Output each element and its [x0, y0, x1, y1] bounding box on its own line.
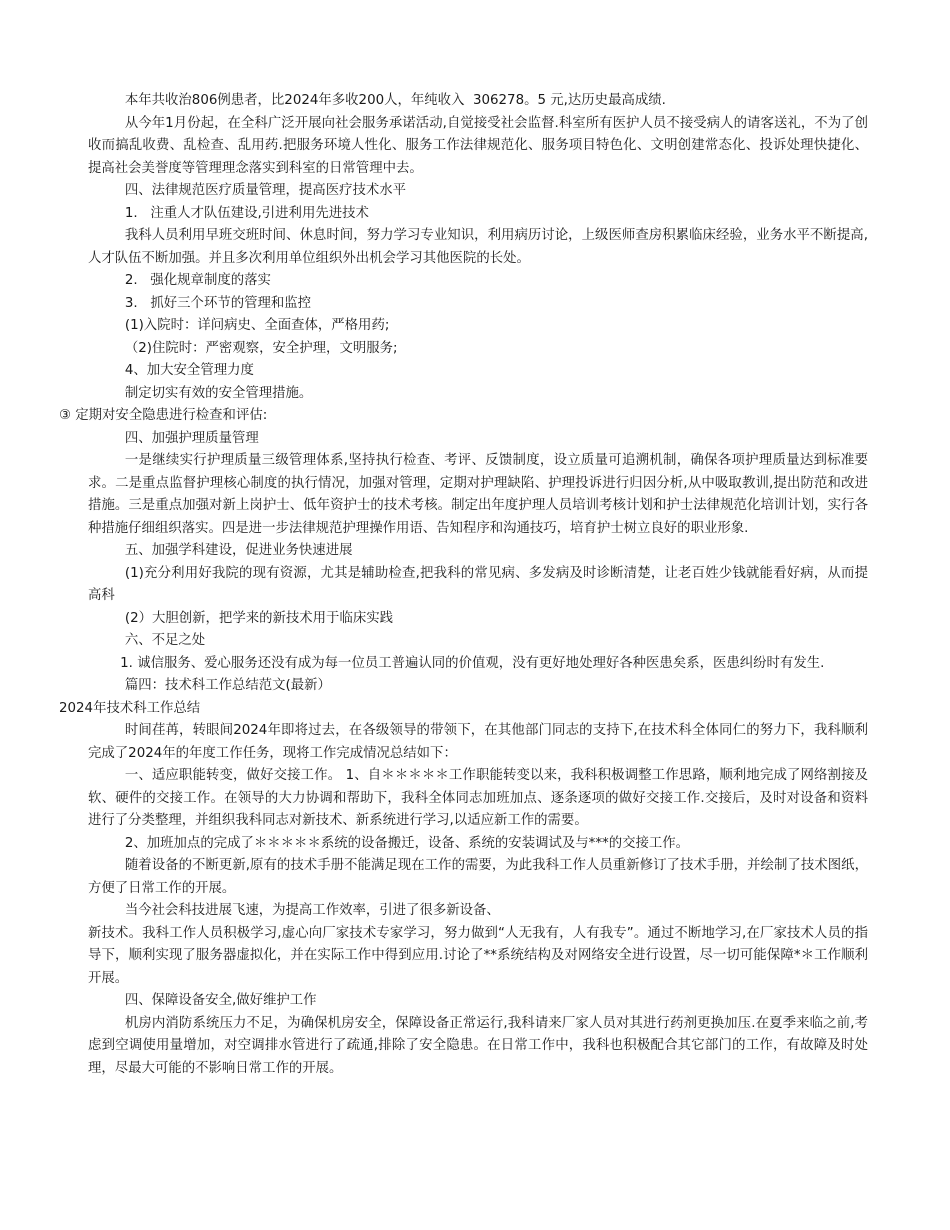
heading-equipment-safety: 四、保障设备安全,做好维护工作	[124, 993, 317, 1008]
paragraph-handover: 一、适应职能转变，做好交接工作。 1、自＊＊＊＊＊工作职能转变以来，我科积极调整工作思路，顺利地完成了网络割接及软、硬件的交接工作。在领导的大力协调和帮助下，我科全体同志加班加点、逐条逐项的做好交接工作.交接后，及时对设备和资料进行了分类整理，并组织我科同志对新技术、新系统进行学习,以适应新工作的需要。	[88, 768, 868, 828]
list-item-rules: 2. 强化规章制度的落实	[124, 273, 271, 288]
list-item-safety: 4、加大安全管理力度	[124, 363, 254, 378]
paragraph-manual: 随着设备的不断更新,原有的技术手册不能满足现在工作的需要，为此我科工作人员重新修订了技术手册，并绘制了技术图纸，方便了日常工作的开展。	[88, 858, 868, 896]
paragraph-intro: 时间荏苒，转眼间2024年即将过去，在各级领导的带领下，在其他部门同志的支持下,在技术科全体同仁的努力下，我科顺利完成了2024年的年度工作任务，现将工作完成情况总结如下：	[88, 723, 868, 761]
document-body	[59, 90, 868, 1080]
list-item-resources: (1)充分利用好我院的现有资源，尤其是辅助检查,把我科的常见病、多发病及时诊断清楚，让老百姓少钱就能看好病，从而提高科	[88, 565, 868, 603]
heading-medical-quality: 四、法律规范医疗质量管理，提高医疗技术水平	[124, 183, 407, 198]
heading-part-four: 篇四：技术科工作总结范文(最新）	[124, 678, 331, 693]
heading-nursing-quality: 四、加强护理质量管理	[124, 430, 259, 446]
list-item-admission: (1)入院时：详问病史、全面查体，严格用药;	[124, 318, 390, 333]
paragraph-new-equipment: 当今社会科技进展飞速，为提高工作效率，引进了很多新设备、	[124, 903, 500, 918]
heading-discipline-building: 五、加强学科建设，促进业务快速进展	[124, 543, 353, 558]
heading-shortcomings: 六、不足之处	[124, 633, 206, 648]
paragraph-new-technology: 新技术。我科工作人员积极学习,虚心向厂家技术专家学习，努力做到“人无我有，人有我专”。通过不断地学习,在厂家技术人员的指导下，顺利实现了服务器虚拟化，并在实际工作中得到应用.讨论了**系统结构及对网络安全进行设置，尽一切可能保障*＊工作顺利开展。	[88, 925, 868, 986]
paragraph-nursing-management: 一是继续实行护理质量三级管理体系,坚持执行检查、考评、反馈制度，设立质量可追溯机制，确保各项护理质量达到标准要求。二是重点监督护理核心制度的执行情况，加强对管理，定期对护理缺陷、护理投诉进行归因分析,从中吸取教训,提出防范和改进措施。三是重点加强对新上岗护士、低年资护士的技术考核。制定出年度护理人员培训考核计划和护士法律规范化培训计划，实行各种措施仔细组织落实。四是进一步法律规范护理操作用语、告知程序和沟通技巧，培育护士树立良好的职业形象.	[88, 453, 868, 536]
paragraph-relocation: 2、加班加点的完成了＊＊＊＊＊系统的设备搬迁，设备、系统的安装调试及与***的交接工作。	[124, 835, 690, 851]
list-item-innovation: (2）大胆创新，把学来的新技术用于临床实践	[124, 610, 394, 626]
list-item-hazard-check: ③ 定期对安全隐患进行检查和评估:	[59, 408, 268, 423]
paragraph-patient-summary: 本年共收治806例患者，比2024年多收200人，年纯收入 306278。5 元,达历史最高成绩.	[124, 93, 666, 108]
list-item-hospitalization: （2)住院时：严密观察，安全护理，文明服务;	[124, 340, 398, 356]
paragraph-maintenance: 机房内消防系统压力不足，为确保机房安全，保障设备正常运行,我科请来厂家人员对其进行药剂更换加压.在夏季来临之前,考虑到空调使用量增加，对空调排水管进行了疏通,排除了安全隐患。在日常工作中，我科也积极配合其它部门的工作，有故障及时处理，尽最大可能的不影响日常工作的开展。	[88, 1015, 868, 1076]
list-item-three-links: 3. 抓好三个环节的管理和监控	[124, 295, 312, 311]
list-item-shortcoming: 1. 诚信服务、爱心服务还没有成为每一位员工普遍认同的价值观，没有更好地处理好各种医患矣系，医患纠纷时有发生.	[120, 655, 825, 671]
list-item-talent: 1. 注重人才队伍建设,引进利用先进技术	[124, 205, 369, 221]
paragraph-service-commitment: 从今年1月份起，在全科广泛开展向社会服务承诺活动,自觉接受社会监督.科室所有医护人员不接受病人的请客送礼，不为了创收而搞乱收费、乱检查、乱用药.把服务环境人性化、服务工作法律规范化、服务项目特色化、文明创建常态化、投诉处理快捷化、提高社会美誉度等管理理念落实到科室的日常管理中去。	[88, 115, 868, 176]
paragraph-staff-learning: 我科人员利用早班交班时间、休息时间，努力学习专业知识，利用病历讨论，上级医师查房积累临床经验，业务水平不断提高,人才队伍不断加强。并且多次利用单位组织外出机会学习其他医院的长处。	[88, 228, 868, 266]
paragraph-safety-measures: 制定切实有效的安全管理措施。	[124, 385, 313, 401]
document-title: 2024年技术科工作总结	[59, 700, 201, 716]
